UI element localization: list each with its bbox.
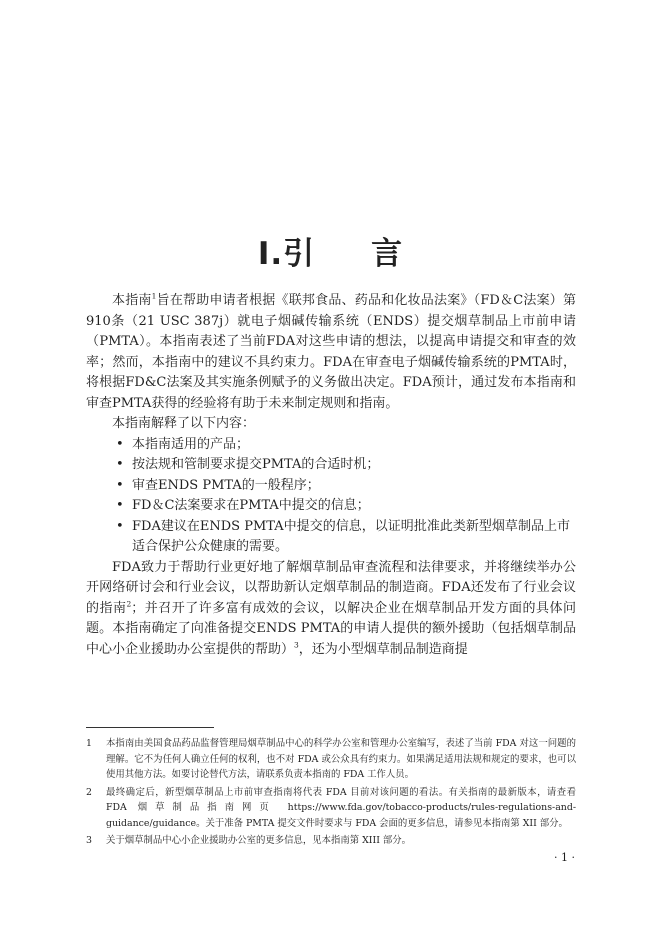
title-char-1: 引	[283, 236, 316, 272]
list-item	[86, 435, 576, 456]
paragraph-2	[86, 558, 576, 661]
bullet-icon: •	[116, 498, 124, 513]
paragraph-2-text-middle: ；并召开了许多富有成效的会议，以解决企业在烟草制品开发方面的具体问题。本指南确定了向准备提交ENDS PMTA的申请人提供的额外援助（包括烟草制品中心小企业援助办公室提供的帮助）	[86, 600, 576, 657]
list-item	[86, 496, 576, 517]
bullet-icon: •	[116, 457, 124, 472]
footnote-3	[86, 833, 576, 849]
paragraph-1-text-start: 本指南	[112, 293, 152, 308]
list-item	[86, 517, 576, 558]
list-item	[86, 455, 576, 476]
list-intro: 本指南解释了以下内容：	[112, 416, 256, 431]
footnote-text: 本指南由美国食品药品监督管理局烟草制品中心的科学办公室和管理办公室编写，表述了当前 FDA 对这一问题的理解。它不为任何人确立任何的权利，也不对 FDA 或公众具有约束力。如果满足适用法规和规定的要求，也可以使用其他方法。如要讨论替代方法，请联系负责本指南的 FDA 工作人员。	[106, 738, 576, 780]
bullet-icon: •	[116, 518, 124, 534]
title-char-2: 言	[371, 236, 404, 272]
paragraph-1-text-end: 旨在帮助申请者根据《联邦食品、药品和化妆品法案》（FD＆C法案）第910条（21 USC 387j）就电子烟碱传输系统（ENDS）提交烟草制品上市前申请（PMTA）。本指南表述了当前FDA对这些申请的想法，以提高申请提交和审查的效率；然而，本指南中的建议不具约束力。FDA在审查电子烟碱传输系统的PMTA时，将根据FD&C法案及其实施条例赋予的义务做出决定。FDA预计，通过发布本指南和审查PMTA获得的经验将有助于未来制定规则和指南。	[86, 293, 576, 411]
section-number: I.	[257, 236, 284, 272]
list-item-text: FDA建议在ENDS PMTA中提交的信息，以证明批准此类新型烟草制品上市适合保护公众健康的需要。	[132, 518, 570, 554]
list-item-text: 本指南适用的产品；	[132, 436, 250, 452]
page-number: · 1 ·	[554, 851, 575, 864]
body-text	[86, 291, 576, 660]
footnote-text: 最终确定后，新型烟草制品上市前审查指南将代表 FDA 目前对该问题的看法。有关指南的最新版本，请查看 FDA 烟草制品指南网页 https://www.fda.gov/tobacco-products/rules-regulations-and-guidance/guidance。关于准备 PMTA 提交文件时要求与 FDA 会面的更多信息，请参见本指南第 XII 部分。	[106, 786, 576, 829]
content-list	[86, 435, 576, 558]
section-title	[0, 228, 661, 273]
list-item	[86, 476, 576, 497]
footnote-number: 3	[86, 835, 92, 846]
footnote-ref-1[interactable]: 1	[151, 291, 157, 301]
bullet-icon: •	[116, 477, 124, 493]
footnote-1	[86, 736, 576, 783]
list-item-text: FD＆C法案要求在PMTA中提交的信息；	[132, 498, 370, 513]
footnotes	[86, 727, 576, 851]
list-item-text: 按法规和管制要求提交PMTA的合适时机；	[132, 457, 380, 472]
paragraph-1	[86, 291, 576, 414]
paragraph-2-text-start: FDA致力于帮助行业更好地了解烟草制品审查流程和法律要求，并将继续举办公开网络研讨会和行业会议，以帮助新认定烟草制品的制造商。FDA还发布了行业会议的指南	[86, 559, 576, 616]
bullet-icon: •	[116, 436, 124, 452]
paragraph-2-text-end: ，还为小型烟草制品制造商提	[298, 641, 468, 657]
footnote-divider	[86, 727, 214, 728]
footnote-text: 关于烟草制品中心小企业援助办公室的更多信息，见本指南第 XIII 部分。	[106, 835, 411, 846]
footnote-ref-2[interactable]: 2	[126, 599, 132, 609]
footnote-2	[86, 785, 576, 832]
footnote-number: 1	[86, 738, 92, 749]
list-item-text: 审查ENDS PMTA的一般程序；	[132, 477, 320, 493]
footnote-ref-3[interactable]: 3	[294, 640, 299, 650]
footnote-number: 2	[86, 786, 92, 798]
